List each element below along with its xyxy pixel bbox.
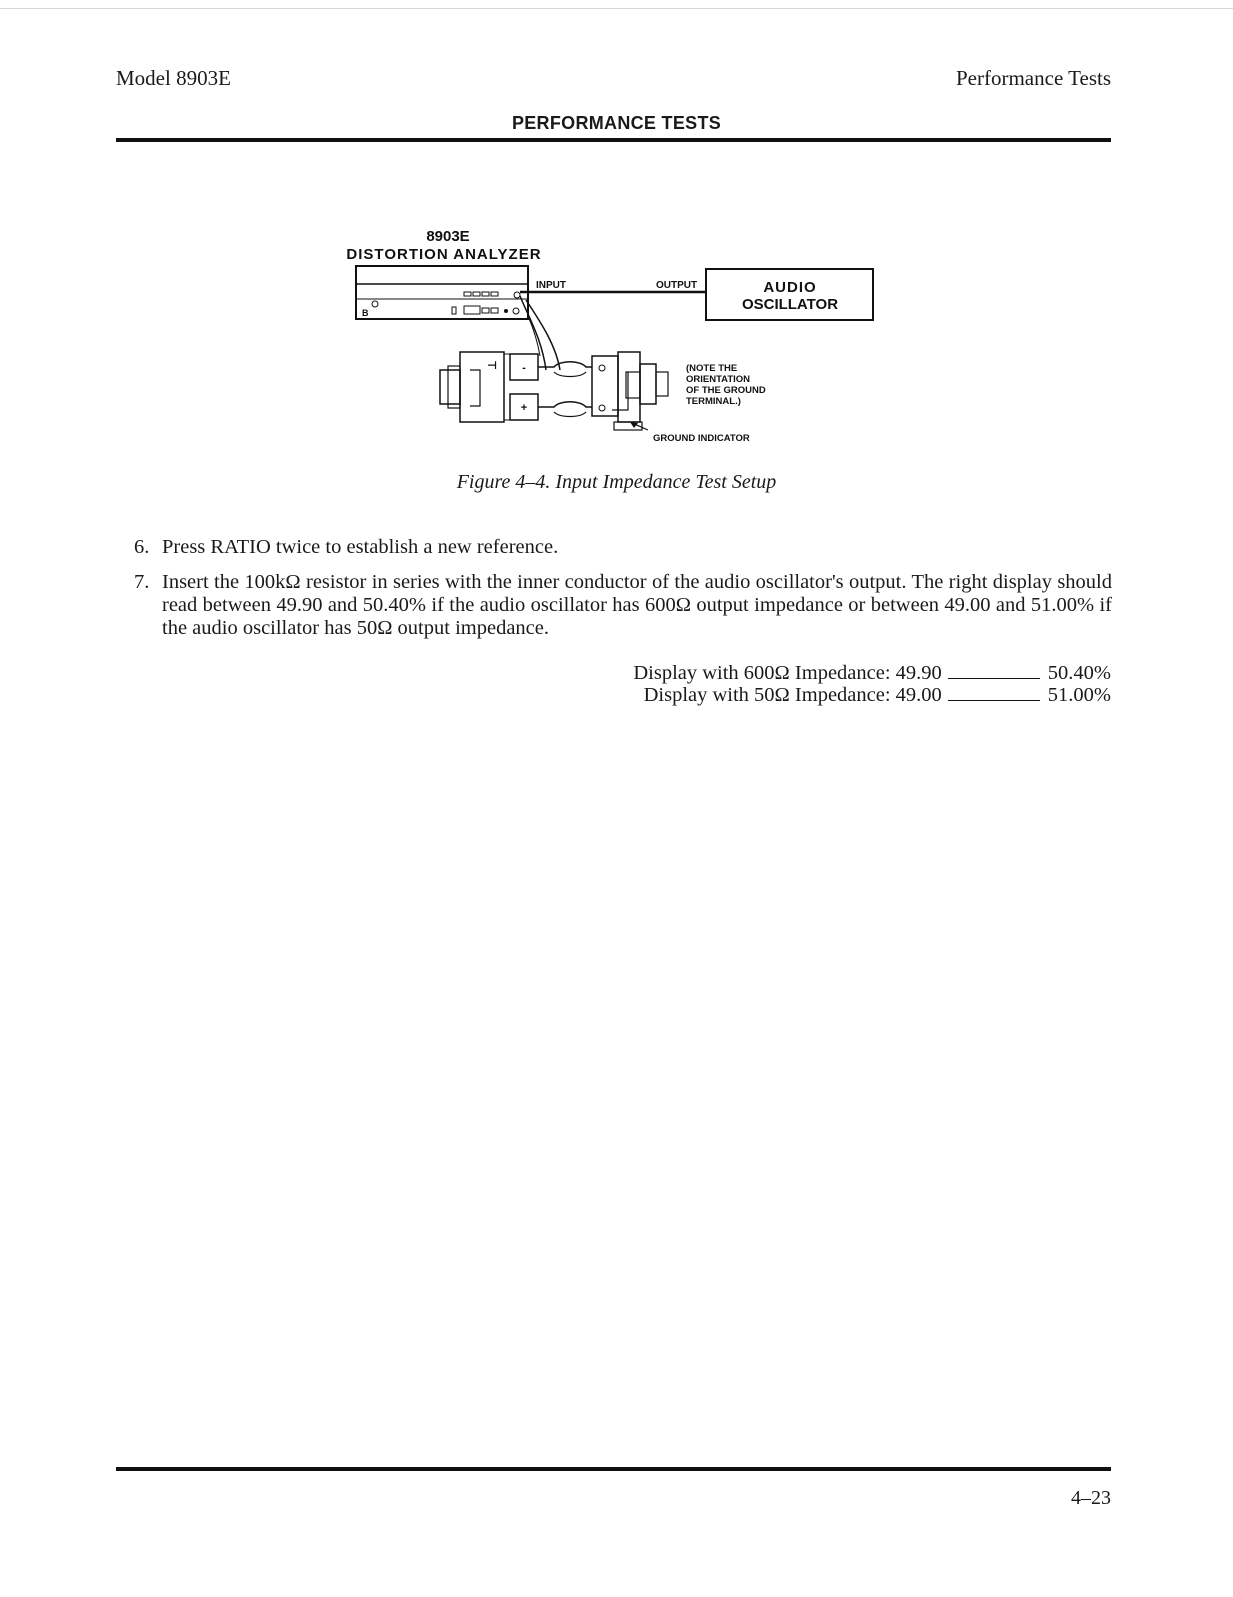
step-number: 6.	[134, 536, 150, 558]
figure-model-label: 8903E	[426, 228, 470, 245]
result-label: Display with 50Ω Impedance: 49.00	[643, 684, 942, 706]
header-model: Model 8903E	[116, 66, 231, 90]
page-number: 4–23	[1071, 1487, 1111, 1509]
step-text: Press RATIO twice to establish a new reference.	[162, 536, 559, 558]
oscillator-label-line1: AUDIO	[763, 279, 817, 296]
step-text: Insert the 100kΩ resistor in series with the inner conductor of the audio oscillator's output. The right display should read between 49.90 and 50.40% if the audio oscillator has 600Ω output impedance or between 49.00 and 51.00% if the audio oscillator has 50Ω output impedance.	[162, 571, 1112, 639]
svg-text:⊣: ⊣	[486, 360, 498, 372]
distortion-analyzer-drawing	[356, 266, 528, 319]
figure-test-setup	[330, 220, 890, 450]
input-label: INPUT	[536, 280, 566, 291]
minus-terminal-label: -	[522, 362, 526, 374]
ground-indicator-label: GROUND INDICATOR	[653, 433, 750, 444]
result-label: Display with 600Ω Impedance: 49.90	[633, 662, 942, 684]
note-line1: (NOTE THE	[686, 363, 738, 374]
svg-text:B: B	[362, 308, 369, 318]
note-line3: OF THE GROUND	[686, 385, 766, 396]
note-line4: TERMINAL.)	[686, 396, 741, 407]
output-label: OUTPUT	[656, 280, 698, 291]
figure-analyzer-label: DISTORTION ANALYZER	[346, 246, 542, 263]
result-high-limit: 50.40%	[1047, 662, 1111, 684]
plus-terminal-label: +	[520, 402, 528, 414]
result-high-limit: 51.00%	[1047, 684, 1111, 706]
step-number: 7.	[134, 571, 150, 593]
oscillator-label-line2: OSCILLATOR	[741, 296, 839, 313]
top-rule	[116, 138, 1111, 142]
top-edge-line	[0, 8, 1233, 9]
bnc-banana-adapter-left	[440, 352, 538, 422]
bnc-banana-adapter-right	[592, 352, 668, 430]
header-section: Performance Tests	[955, 66, 1111, 90]
result-blank[interactable]	[948, 660, 1040, 679]
bottom-rule	[116, 1467, 1111, 1471]
result-blank[interactable]	[948, 682, 1040, 701]
result-row-50-ohm	[644, 682, 1111, 707]
step-7	[134, 571, 1114, 643]
figure-caption: Figure 4–4. Input Impedance Test Setup	[456, 471, 777, 493]
step-6	[134, 536, 1114, 560]
section-title: PERFORMANCE TESTS	[511, 113, 722, 133]
note-line2: ORIENTATION	[686, 374, 751, 385]
